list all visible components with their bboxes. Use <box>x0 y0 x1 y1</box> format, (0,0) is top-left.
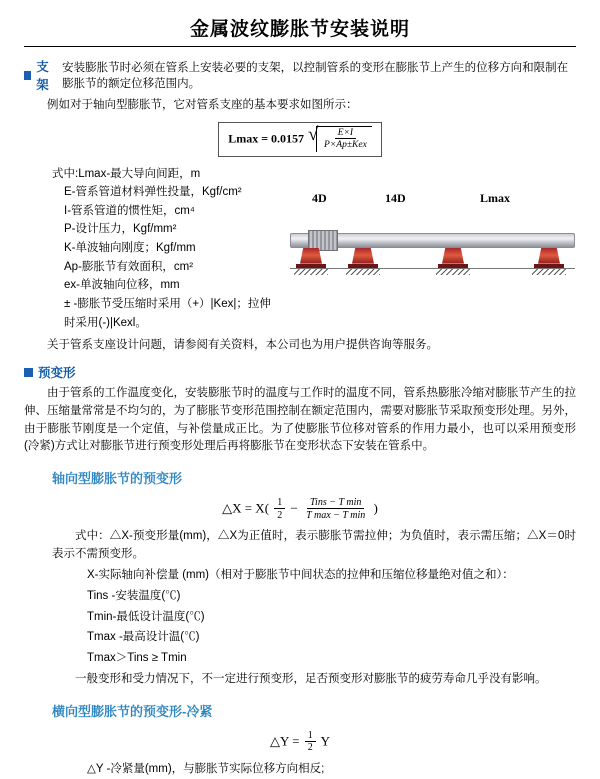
figure-dimension-labels <box>290 191 575 209</box>
predeform-paragraph-1: 由于管系的工作温度变化，安装膨胀节时的温度与工作时的温度不同，管系热膨胀冷缩对膨胀节产生的拉伸、压缩量常常是不均匀的，为了膨胀节变形范围控制在额定范围内，需要对膨胀节采取预变形处理。另外，由于膨胀节刚度是一个定值，与补偿量成正比。为了使膨胀节位移对管系的作用力最小，也可以采用预变形(冷紧)方式让对膨胀节进行预变形处理后再将膨胀节在变形状态下安装在管系中。 <box>24 387 576 453</box>
pipe-anchor-hatch-3 <box>436 268 470 275</box>
formula-lateral <box>24 730 576 755</box>
bracket-paragraph-2: 例如对于轴向型膨胀节，它对管系支座的基本要求如图所示： <box>47 99 358 111</box>
legend-item-sign: ± -膨胀节受压缩时采用（+）|Kex|；拉伸时采用(-)|Kexl。 <box>64 297 271 329</box>
formula-axial <box>24 497 576 522</box>
pipe-anchor-1 <box>300 248 322 264</box>
legend-item-P: P-设计压力，Kgf/mm² <box>64 223 177 236</box>
pipe-anchor-hatch-2 <box>346 268 380 275</box>
legend-item-I: I-管系管道的惯性矩，cm⁴ <box>64 204 195 217</box>
section-heading-bracket <box>24 57 576 93</box>
formula-axial-temp-den: T max − T min <box>306 509 366 521</box>
pipe-anchor-3 <box>442 248 464 264</box>
formula-axial-temp-ratio <box>303 497 368 522</box>
axial-note-3: Tins -安装温度(℃) <box>87 589 181 602</box>
legend-list <box>24 165 282 333</box>
formula-lateral-half <box>305 730 316 755</box>
formula-axial-temp-num: Tins − T min <box>307 497 364 509</box>
figure-ground-line <box>290 268 575 269</box>
figure-dim-4d: 4D <box>312 190 327 205</box>
bracket-paragraph-1: 安装膨胀节时必须在管系上安装必要的支架，以控制管系的变形在膨胀节上产生的位移方向和限制在膨胀节的额定位移范围内。 <box>62 62 569 90</box>
pipe-anchor-hatch-1 <box>294 268 328 275</box>
formula-lmax <box>24 122 576 157</box>
formula-axial-half-den: 2 <box>277 509 283 521</box>
formula-axial-rhs: ) <box>373 500 378 516</box>
formula-lmax-box <box>218 122 382 157</box>
formula-lateral-half-num: 1 <box>305 730 316 742</box>
axial-note-6: Tmax＞Tins ≥ Tmin <box>87 652 187 665</box>
formula-lmax-denominator: P×Ap±Kex <box>324 139 367 150</box>
formula-lmax-numerator: E×I <box>335 128 356 139</box>
bullet-square-icon-2 <box>24 368 33 377</box>
formula-lmax-fraction <box>321 128 370 152</box>
lateral-note-1: △Y -冷紧量(mm)，与膨胀节实际位移方向相反; <box>87 762 325 775</box>
sqrt-symbol-icon <box>316 126 372 152</box>
pipe-support-figure <box>290 191 575 296</box>
pipe-anchor-4 <box>538 248 560 264</box>
formula-axial-minus: − <box>290 500 298 516</box>
subheading-axial: 轴向型膨胀节的预变形 <box>52 471 183 487</box>
legend-title: 式中:Lmax-最大导向间距，m <box>52 167 201 180</box>
legend-item-E: E-管系管道材料弹性投量，Kgf/cm² <box>64 186 242 199</box>
formula-axial-lhs: △X = X( <box>222 500 270 516</box>
section-heading-bracket-label: 支架 <box>36 60 49 92</box>
formula-lateral-half-den: 2 <box>307 742 313 754</box>
figure-dim-14d: 14D <box>385 190 406 205</box>
page-title: 金属波纹膨胀节安装说明 <box>189 19 410 40</box>
title-divider <box>24 46 576 47</box>
pipe-anchor-2 <box>352 248 374 264</box>
legend-item-ex: ex-单波轴向位移，mm <box>64 279 180 292</box>
section-heading-predeform-label: 预变形 <box>38 366 76 380</box>
formula-axial-half-num: 1 <box>274 497 285 509</box>
bracket-closing-note: 关于管系支座设计问题，请参阅有关资料，本公司也为用户提供咨询等服务。 <box>47 339 438 352</box>
bullet-square-icon <box>24 71 31 80</box>
pipe-diagram <box>290 211 575 283</box>
legend-item-Ap: Ap-膨胀节有效面积，cm² <box>64 260 194 273</box>
pipe-anchor-hatch-4 <box>532 268 566 275</box>
formula-lmax-label: Lmax = 0.0157 <box>228 131 305 146</box>
figure-dim-lmax: Lmax <box>480 190 510 205</box>
axial-note-2: X-实际轴向补偿量 (mm)（相对于膨胀节中间状态的拉伸和压缩位移量绝对值之和）： <box>87 568 514 581</box>
axial-note-4: Tmin-最低设计温度(℃) <box>87 610 205 623</box>
formula-lateral-lhs: △Y = <box>270 733 300 749</box>
axial-note-7: 一般变形和受力情况下，不一定进行预变形，足否预变形对膨胀节的疲劳寿命几乎没有影响。 <box>75 672 547 685</box>
bellows-expansion-joint-icon <box>308 230 338 251</box>
formula-axial-half <box>274 497 285 522</box>
axial-note-1: 式中：△X-预变形量(mm)，△X为正值时，表示膨胀节需拉伸；为负值时，表示需压缩；△X＝0时表示不需预变形。 <box>52 530 576 561</box>
document-page <box>0 14 600 775</box>
legend-item-K: K-单波轴向刚度；Kgf/mm <box>64 242 196 255</box>
formula-lateral-rhs: Y <box>320 733 330 749</box>
axial-note-5: Tmax -最高设计温(℃) <box>87 631 200 644</box>
section-heading-predeform <box>24 363 576 381</box>
subheading-lateral: 横向型膨胀节的预变形-冷紧 <box>52 703 213 719</box>
